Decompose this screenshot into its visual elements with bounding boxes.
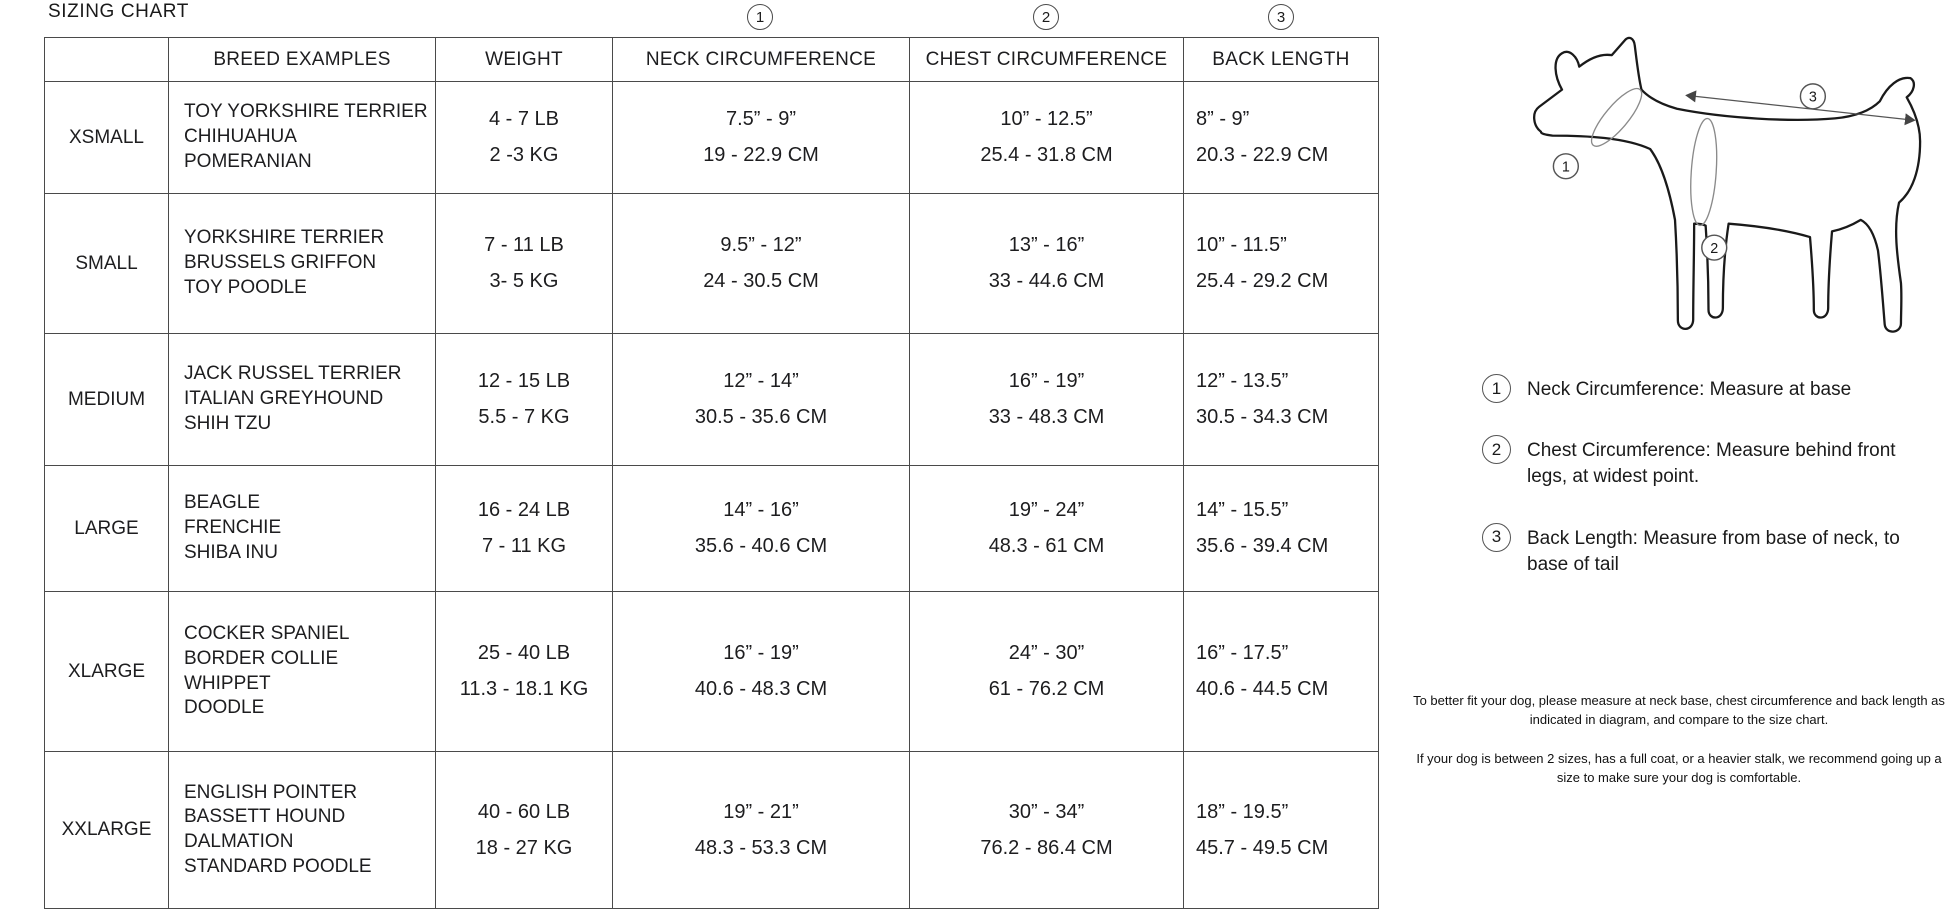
measurement-legend — [1482, 374, 1944, 610]
chest-column-marker: 2 — [1033, 4, 1059, 30]
size-label: XSMALL — [69, 126, 144, 148]
neck-circumference-cell-primary: 14” - 16” — [723, 499, 799, 521]
breed-name: BRUSSELS GRIFFON — [184, 252, 377, 274]
chest-circumference-cell-primary: 16” - 19” — [1008, 370, 1085, 392]
legend-number-1: 1 — [1482, 374, 1511, 403]
size-label: XLARGE — [67, 660, 146, 682]
size-cell — [45, 194, 169, 334]
neck-column-marker: 1 — [747, 4, 773, 30]
svg-text:2: 2 — [1710, 240, 1719, 257]
breed-name: WHIPPET — [184, 672, 271, 694]
weight-cell-metric: 11.3 - 18.1 KG — [459, 678, 589, 700]
chest-circumference-cell — [910, 334, 1184, 466]
breed-name: COCKER SPANIEL — [184, 623, 350, 645]
chest-circumference-cell — [910, 82, 1184, 194]
neck-circumference-cell — [613, 194, 910, 334]
back-length-cell-metric: 30.5 - 34.3 CM — [1196, 406, 1329, 428]
back-length-cell-primary: 16” - 17.5” — [1196, 642, 1289, 664]
weight-cell-primary: 12 - 15 LB — [477, 370, 571, 392]
breed-name: BORDER COLLIE — [184, 647, 339, 669]
neck-circumference-cell-metric: 24 - 30.5 CM — [703, 270, 819, 292]
table-row — [45, 592, 1379, 752]
weight-cell-primary: 40 - 60 LB — [477, 800, 571, 823]
note-between-sizes: If your dog is between 2 sizes, has a full coat, or a heavier stalk, we recommend going up a size to make sure your dog is comfortable. — [1416, 750, 1942, 785]
back-length-cell-metric: 40.6 - 44.5 CM — [1196, 678, 1329, 700]
neck-circumference-cell-primary: 16” - 19” — [723, 642, 799, 664]
weight-cell — [436, 592, 613, 752]
back-length-cell-primary: 18” - 19.5” — [1196, 800, 1289, 823]
diagram-marker-3 — [1800, 84, 1825, 109]
diagram-marker-2 — [1702, 235, 1727, 260]
weight-cell — [436, 752, 613, 909]
weight-cell — [436, 466, 613, 592]
size-cell — [45, 334, 169, 466]
breed-name: DALMATION — [184, 831, 294, 852]
size-cell — [45, 752, 169, 909]
breed-name: STANDARD POODLE — [184, 855, 372, 877]
back-length-cell — [1184, 752, 1379, 909]
header-neck-circumference: NECK CIRCUMFERENCE — [613, 38, 910, 82]
weight-cell-primary: 7 - 11 LB — [484, 234, 564, 256]
dog-measurement-diagram — [1495, 36, 1945, 352]
chest-circumference-cell-metric: 25.4 - 31.8 CM — [980, 144, 1113, 166]
weight-cell-metric: 5.5 - 7 KG — [478, 406, 570, 428]
neck-circumference-cell-primary: 12” - 14” — [723, 370, 799, 392]
page-title: SIZING CHART — [48, 1, 189, 22]
breed-name: FRENCHIE — [184, 517, 282, 539]
chest-circumference-cell-metric: 61 - 76.2 CM — [988, 678, 1105, 700]
diagram-marker-1 — [1553, 154, 1578, 179]
chest-circumference-cell-primary: 10” - 12.5” — [1000, 108, 1093, 130]
size-label: MEDIUM — [67, 388, 146, 410]
back-length-cell — [1184, 82, 1379, 194]
back-length-cell-primary: 10” - 11.5” — [1196, 234, 1287, 256]
breed-name: POMERANIAN — [184, 150, 312, 172]
weight-cell — [436, 334, 613, 466]
table-row — [45, 752, 1379, 909]
chest-circumference-cell-primary: 13” - 16” — [1008, 234, 1085, 256]
breed-examples-cell — [169, 466, 436, 592]
neck-circumference-cell-metric: 48.3 - 53.3 CM — [694, 836, 828, 859]
legend-item-chest — [1482, 435, 1944, 490]
chest-circumference-cell-primary: 30” - 34” — [1008, 800, 1085, 823]
back-length-cell — [1184, 592, 1379, 752]
note-measure-instructions: To better fit your dog, please measure at neck base, chest circumference and back length as indicated in diagram, and compare to the size chart. — [1413, 693, 1945, 727]
back-length-cell-primary: 14” - 15.5” — [1196, 499, 1289, 521]
breed-name: DOODLE — [184, 697, 265, 719]
legend-number-2: 2 — [1482, 435, 1511, 464]
weight-cell-metric: 2 -3 KG — [489, 144, 559, 166]
neck-circumference-cell-primary: 7.5” - 9” — [725, 108, 797, 130]
breed-examples-cell — [169, 752, 436, 909]
size-cell — [45, 592, 169, 752]
weight-cell-primary: 25 - 40 LB — [477, 642, 571, 664]
back-length-cell-metric: 35.6 - 39.4 CM — [1196, 535, 1329, 557]
chest-circumference-cell — [910, 194, 1184, 334]
breed-name: TOY YORKSHIRE TERRIER — [184, 101, 428, 123]
breed-name: BASSETT HOUND — [184, 806, 346, 828]
neck-circumference-cell-metric: 19 - 22.9 CM — [703, 144, 819, 166]
size-label: LARGE — [74, 517, 139, 539]
chest-circumference-cell-metric: 33 - 44.6 CM — [988, 270, 1105, 292]
weight-cell-primary: 16 - 24 LB — [477, 499, 571, 521]
chest-circumference-cell — [910, 592, 1184, 752]
neck-circumference-cell-metric: 35.6 - 40.6 CM — [694, 535, 828, 557]
back-length-cell — [1184, 194, 1379, 334]
breed-name: ITALIAN GREYHOUND — [184, 388, 384, 410]
weight-cell-metric: 7 - 11 KG — [481, 535, 567, 557]
breed-name: TOY POODLE — [184, 276, 307, 298]
header-back-length: BACK LENGTH — [1184, 38, 1379, 82]
breed-examples-cell — [169, 82, 436, 194]
chest-circumference-cell-primary: 19” - 24” — [1008, 499, 1085, 521]
chest-circumference-cell — [910, 752, 1184, 909]
chest-circumference-cell-metric: 33 - 48.3 CM — [988, 406, 1105, 428]
breed-name: BEAGLE — [184, 492, 261, 514]
chest-circumference-cell-metric: 76.2 - 86.4 CM — [980, 836, 1113, 859]
breed-name: ENGLISH POINTER — [184, 781, 358, 803]
neck-circumference-cell — [613, 82, 910, 194]
back-length-cell — [1184, 466, 1379, 592]
weight-cell-metric: 3- 5 KG — [489, 270, 559, 292]
legend-text-back: Back Length: Measure from base of neck, to base of tail — [1527, 527, 1900, 575]
table-row — [45, 194, 1379, 334]
size-label: SMALL — [75, 252, 138, 274]
back-length-cell-metric: 20.3 - 22.9 CM — [1196, 144, 1329, 166]
header-chest-circumference: CHEST CIRCUMFERENCE — [910, 38, 1184, 82]
legend-number-3: 3 — [1482, 523, 1511, 552]
dog-outline — [1534, 38, 1920, 332]
legend-text-neck: Neck Circumference: Measure at base — [1527, 379, 1852, 400]
breed-name: CHIHUAHUA — [184, 126, 297, 148]
back-length-cell-metric: 45.7 - 49.5 CM — [1196, 836, 1329, 859]
fitting-notes — [1412, 692, 1946, 807]
table-row — [45, 466, 1379, 592]
back-length-cell — [1184, 334, 1379, 466]
legend-text-chest: Chest Circumference: Measure behind front legs, at widest point. — [1527, 440, 1896, 488]
header-breed-examples: BREED EXAMPLES — [169, 38, 436, 82]
breed-examples-cell — [169, 194, 436, 334]
weight-cell — [436, 82, 613, 194]
header-row — [45, 38, 1379, 82]
legend-item-neck — [1482, 374, 1944, 403]
neck-circumference-cell — [613, 592, 910, 752]
chest-circumference-cell-primary: 24” - 30” — [1008, 642, 1085, 664]
chest-circumference-cell — [910, 466, 1184, 592]
breed-name: SHIBA INU — [184, 541, 278, 563]
svg-text:3: 3 — [1808, 89, 1817, 106]
sizing-table — [44, 37, 1379, 909]
table-row — [45, 82, 1379, 194]
svg-text:1: 1 — [1561, 159, 1570, 176]
breed-examples-cell — [169, 592, 436, 752]
neck-circumference-cell-metric: 40.6 - 48.3 CM — [694, 678, 828, 700]
weight-cell — [436, 194, 613, 334]
size-cell — [45, 82, 169, 194]
neck-circumference-cell-metric: 30.5 - 35.6 CM — [694, 406, 828, 428]
table-row — [45, 334, 1379, 466]
back-length-cell-primary: 12” - 13.5” — [1196, 370, 1289, 392]
breed-name: SHIH TZU — [184, 412, 272, 434]
chest-circumference-cell-metric: 48.3 - 61 CM — [988, 535, 1105, 557]
neck-circumference-cell — [613, 752, 910, 909]
neck-circumference-cell-primary: 9.5” - 12” — [720, 234, 802, 256]
weight-cell-metric: 18 - 27 KG — [475, 836, 573, 859]
breed-name: YORKSHIRE TERRIER — [184, 227, 385, 249]
breed-name: JACK RUSSEL TERRIER — [184, 363, 402, 385]
header-size — [45, 38, 169, 82]
back-column-marker: 3 — [1268, 4, 1294, 30]
size-label: XXLARGE — [61, 819, 152, 840]
header-weight: WEIGHT — [436, 38, 613, 82]
neck-circumference-cell — [613, 334, 910, 466]
size-cell — [45, 466, 169, 592]
neck-circumference-cell-primary: 19” - 21” — [723, 800, 799, 823]
legend-item-back — [1482, 523, 1944, 578]
neck-circumference-cell — [613, 466, 910, 592]
breed-examples-cell — [169, 334, 436, 466]
back-length-cell-primary: 8” - 9” — [1196, 108, 1250, 130]
back-length-cell-metric: 25.4 - 29.2 CM — [1196, 270, 1329, 292]
weight-cell-primary: 4 - 7 LB — [488, 108, 560, 130]
